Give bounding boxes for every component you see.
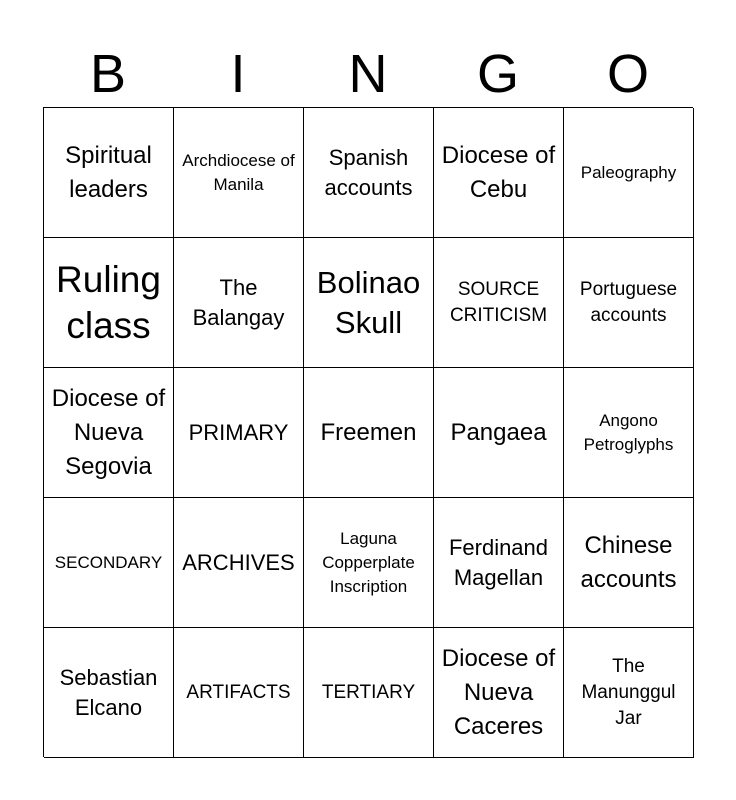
cell-text: Angono Petroglyphs <box>583 410 674 454</box>
cell-text: The Balangay <box>192 274 285 330</box>
bingo-cell[interactable] <box>44 498 174 628</box>
bingo-cell[interactable] <box>304 628 434 758</box>
cell-text: Chinese accounts <box>580 531 677 593</box>
bingo-cell[interactable] <box>44 628 174 758</box>
bingo-cell[interactable] <box>564 238 694 368</box>
cell-text: Pangaea <box>450 418 547 446</box>
bingo-cell[interactable] <box>434 628 564 758</box>
cell-text: Bolinao Skull <box>316 264 421 340</box>
cell-text: ARCHIVES <box>182 549 295 575</box>
bingo-cell[interactable] <box>564 628 694 758</box>
bingo-cell[interactable] <box>174 368 304 498</box>
cell-text: Ferdinand Magellan <box>448 534 549 590</box>
bingo-cell[interactable] <box>564 108 694 238</box>
cell-text: Archdiocese of Manila <box>182 150 295 194</box>
cell-text: Diocese of Nueva Segovia <box>51 384 166 480</box>
cell-text: SOURCE CRITICISM <box>449 278 548 326</box>
cell-text: Freemen <box>320 418 417 446</box>
cell-text: Paleography <box>580 162 677 182</box>
cell-text: Spanish accounts <box>324 144 413 200</box>
bingo-cell[interactable] <box>44 238 174 368</box>
bingo-cell[interactable] <box>304 238 434 368</box>
header-letter-i: I <box>230 44 246 104</box>
cell-text: SECONDARY <box>54 552 163 572</box>
cell-text: Spiritual leaders <box>65 141 152 203</box>
header-letter-b: B <box>89 44 127 104</box>
bingo-cell[interactable] <box>174 628 304 758</box>
bingo-cell[interactable] <box>174 238 304 368</box>
bingo-cell[interactable] <box>564 498 694 628</box>
cell-text: Ruling class <box>56 258 161 346</box>
cell-text: Diocese of Cebu <box>441 141 556 203</box>
bingo-cell[interactable] <box>434 368 564 498</box>
header-letter-g: G <box>476 44 519 104</box>
bingo-cell[interactable] <box>44 368 174 498</box>
bingo-cell[interactable] <box>174 108 304 238</box>
bingo-cell[interactable] <box>434 108 564 238</box>
bingo-grid <box>43 107 693 757</box>
bingo-cell[interactable] <box>564 368 694 498</box>
bingo-cell[interactable] <box>304 108 434 238</box>
bingo-cell[interactable] <box>434 498 564 628</box>
cell-text: Sebastian Elcano <box>59 664 158 720</box>
cell-text: PRIMARY <box>188 419 289 445</box>
bingo-cell[interactable] <box>44 108 174 238</box>
cell-text: ARTIFACTS <box>186 681 291 703</box>
cell-text: Laguna Copperplate Inscription <box>322 528 415 596</box>
bingo-cell[interactable] <box>304 498 434 628</box>
header-letter-n: N <box>348 44 388 104</box>
cell-text: Portuguese accounts <box>579 278 678 326</box>
bingo-cell[interactable] <box>434 238 564 368</box>
cell-text: TERTIARY <box>321 681 416 703</box>
bingo-header <box>43 44 693 104</box>
cell-text: Diocese of Nueva Caceres <box>441 644 556 740</box>
bingo-cell[interactable] <box>174 498 304 628</box>
header-letter-o: O <box>606 44 649 104</box>
cell-text: The Manunggul Jar <box>581 655 676 729</box>
bingo-cell[interactable] <box>304 368 434 498</box>
